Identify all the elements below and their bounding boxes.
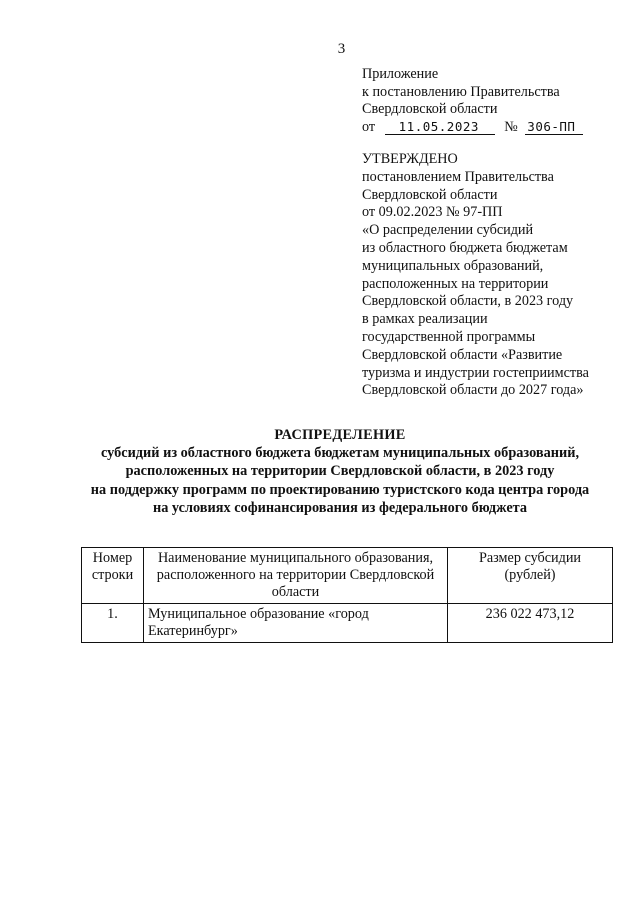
approved-line: УТВЕРЖДЕНО xyxy=(362,151,458,167)
subsidies-table xyxy=(81,547,613,643)
header-row-number: Номер строки xyxy=(82,548,144,604)
appendix-region: Свердловской области xyxy=(362,101,498,118)
approved-line: Свердловской области «Развитие xyxy=(362,346,563,363)
approved-line: расположенных на территории xyxy=(362,275,549,292)
table-header-row xyxy=(82,548,613,604)
header-subsidy-amount: Размер субсидии (рублей) xyxy=(448,548,613,604)
title-line: субсидий из областного бюджета бюджетам муниципальных образований, xyxy=(100,445,580,462)
approved-block xyxy=(362,151,589,400)
approved-line: Свердловской области xyxy=(362,186,498,203)
table-row xyxy=(82,604,613,643)
header-municipality: Наименование муниципального образования, расположенного на территории Свердловской области xyxy=(144,548,448,604)
title-line: на условиях софинансирования из федерального бюджета xyxy=(152,499,528,516)
appendix-date: 11.05.2023 xyxy=(385,119,495,135)
approved-line: государственной программы xyxy=(362,328,536,345)
appendix-number-sign: № xyxy=(504,118,518,135)
approved-line: от 09.02.2023 № 97-ПП xyxy=(362,204,503,221)
approved-line: в рамках реализации xyxy=(362,311,488,328)
appendix-number: 306-ПП xyxy=(525,119,583,135)
approved-line: постановлением Правительства xyxy=(362,168,554,185)
approved-line: туризма и индустрии гостеприимства xyxy=(362,364,589,381)
cell-subsidy-amount: 236 022 473,12 xyxy=(448,604,613,643)
appendix-from-label: от xyxy=(362,118,376,135)
cell-row-number: 1. xyxy=(82,604,144,643)
page-number: 3 xyxy=(337,41,346,57)
title-line: на поддержку программ по проектированию туристского кода центра города xyxy=(90,481,590,498)
approved-line: Свердловской области до 2027 года» xyxy=(362,382,584,399)
approved-line: Свердловской области, в 2023 году xyxy=(362,293,574,310)
title-line: расположенных на территории Свердловской области, в 2023 году xyxy=(125,463,555,480)
approved-line: из областного бюджета бюджетам xyxy=(362,239,568,256)
appendix-resolution: к постановлению Правительства xyxy=(362,83,560,100)
appendix-date-line xyxy=(362,119,583,137)
cell-municipality: Муниципальное образование «город Екатеринбург» xyxy=(144,604,448,643)
approved-line: «О распределении субсидий xyxy=(362,222,534,239)
appendix-label: Приложение xyxy=(362,66,439,82)
approved-line: муниципальных образований, xyxy=(362,257,544,274)
title-heading: РАСПРЕДЕЛЕНИЕ xyxy=(274,427,406,443)
appendix-block xyxy=(362,66,583,136)
document-title xyxy=(40,426,640,517)
